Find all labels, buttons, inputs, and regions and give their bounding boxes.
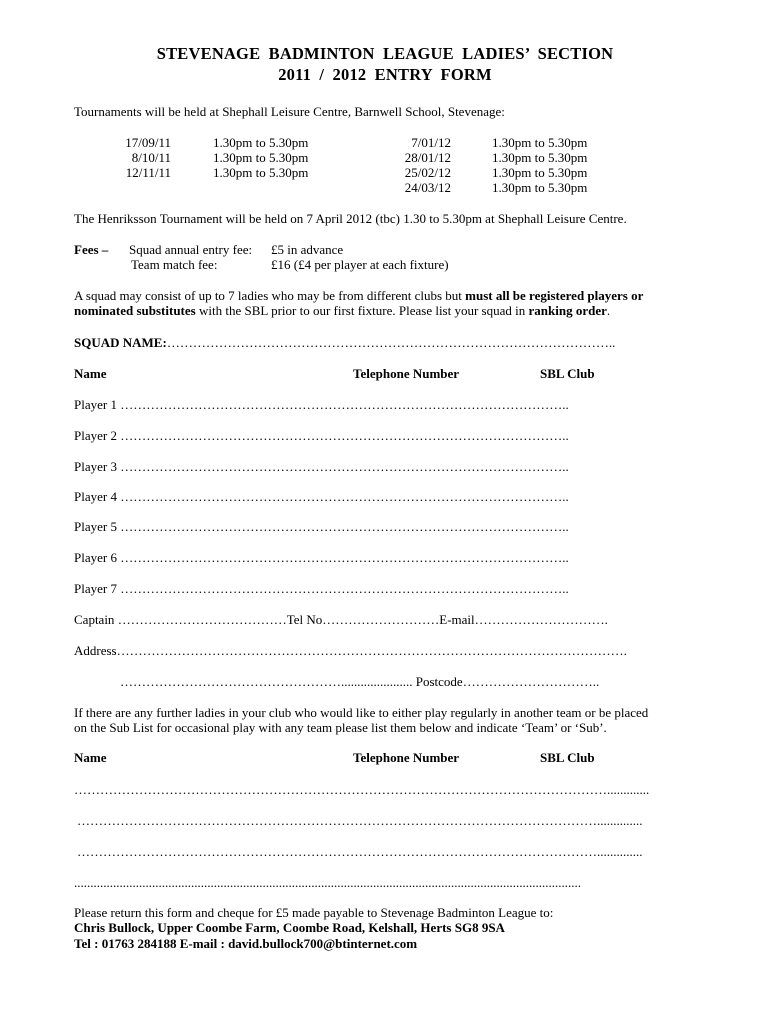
time-left-1: 1.30pm to 5.30pm	[213, 135, 309, 150]
postcode-dots[interactable]: …………………………..	[462, 674, 600, 689]
address-dots[interactable]: ……………………………………………......................	[120, 674, 413, 689]
henriksson-note: The Henriksson Tournament will be held on 7 April 2012 (tbc) 1.30 to 5.30pm at Shephall Leisure Centre.	[74, 211, 627, 226]
address-dots[interactable]: ……………………………………………………………………………………………………….	[116, 643, 627, 658]
date-right-3: 25/02/12	[404, 165, 451, 180]
time-right-1: 1.30pm to 5.30pm	[492, 135, 588, 150]
match-fee-label: Team match fee:	[131, 257, 218, 272]
player-label: Player 6	[74, 550, 117, 565]
player-row[interactable]	[74, 519, 569, 534]
player-dots[interactable]: …………………………………………………………………………………………..	[120, 550, 569, 565]
form-title: STEVENAGE BADMINTON LEAGUE LADIES’ SECTION	[156, 44, 614, 63]
squad-fee-value: £5 in advance	[271, 242, 344, 257]
address-label: Address	[74, 643, 117, 658]
player-label: Player 5	[74, 519, 117, 534]
tel-label: Tel No	[286, 612, 323, 627]
player-row[interactable]	[74, 550, 569, 565]
sub-row[interactable]: …………………………………………………………………………………………………………..............	[77, 813, 643, 828]
squad-note-text: with the SBL prior to our first fixture. Please list your squad in	[195, 303, 529, 318]
contact-details: Tel : 01763 284188 E-mail : david.bullock700@btinternet.com	[74, 936, 418, 951]
player-dots[interactable]: …………………………………………………………………………………………..	[120, 581, 569, 596]
squad-note-bold: ranking order	[528, 303, 607, 318]
postcode-label: Postcode	[415, 674, 463, 689]
time-right-4: 1.30pm to 5.30pm	[492, 180, 588, 195]
player-label: Player 3	[74, 459, 117, 474]
date-left-2: 8/10/11	[131, 150, 171, 165]
squad-note-text: A squad may consist of up to 7 ladies who may be from different clubs but	[74, 288, 466, 303]
player-dots[interactable]: …………………………………………………………………………………………..	[120, 519, 569, 534]
squad-note-bold: must all be registered players or	[465, 288, 644, 303]
return-instructions: Please return this form and cheque for £5 made payable to Stevenage Badminton League to:	[74, 905, 554, 920]
time-left-3: 1.30pm to 5.30pm	[213, 165, 309, 180]
date-right-4: 24/03/12	[404, 180, 451, 195]
time-right-2: 1.30pm to 5.30pm	[492, 150, 588, 165]
player-dots[interactable]: …………………………………………………………………………………………..	[120, 397, 569, 412]
player-label: Player 2	[74, 428, 117, 443]
match-fee-value: £16 (£4 per player at each fixture)	[271, 257, 449, 272]
squad-note-text: .	[606, 303, 611, 318]
sub-col-club: SBL Club	[540, 750, 595, 765]
squad-note-line2	[74, 303, 610, 318]
date-left-1: 17/09/11	[125, 135, 171, 150]
player-row[interactable]	[74, 581, 569, 596]
sub-row[interactable]: …………………………………………………………………………………………………………….............	[74, 782, 650, 797]
player-row[interactable]	[74, 489, 569, 504]
tel-dots[interactable]: ………………………	[322, 612, 440, 627]
time-left-2: 1.30pm to 5.30pm	[213, 150, 309, 165]
fees-label: Fees –	[74, 242, 109, 257]
sub-note-line1: If there are any further ladies in your club who would like to either play regularly in another team or be placed	[74, 705, 649, 720]
date-right-1: 7/01/12	[411, 135, 451, 150]
time-right-3: 1.30pm to 5.30pm	[492, 165, 588, 180]
player-row[interactable]	[74, 428, 569, 443]
squad-note-line1	[74, 288, 643, 303]
col-name: Name	[74, 366, 107, 381]
date-left-3: 12/11/11	[125, 165, 171, 180]
squad-fee-label: Squad annual entry fee:	[129, 242, 253, 257]
player-dots[interactable]: …………………………………………………………………………………………..	[120, 489, 569, 504]
return-address: Chris Bullock, Upper Coombe Farm, Coombe Road, Kelshall, Herts SG8 9SA	[74, 920, 505, 935]
col-phone: Telephone Number	[353, 366, 460, 381]
player-row[interactable]	[74, 397, 569, 412]
sub-col-phone: Telephone Number	[353, 750, 460, 765]
sub-col-name: Name	[74, 750, 107, 765]
player-label: Player 1	[74, 397, 117, 412]
form-subtitle: 2011 / 2012 ENTRY FORM	[278, 65, 492, 84]
squad-name-label: SQUAD NAME:	[74, 335, 167, 350]
captain-label: Captain	[74, 612, 115, 627]
address-row[interactable]	[74, 643, 627, 658]
address-row-2[interactable]	[120, 674, 599, 689]
sub-row[interactable]: …………………………………………………………………………………………………………..............	[77, 844, 643, 859]
captain-dots[interactable]: …………………………………	[117, 612, 287, 627]
captain-row[interactable]	[74, 612, 608, 627]
player-label: Player 4	[74, 489, 117, 504]
player-row[interactable]	[74, 459, 569, 474]
squad-note-bold: nominated substitutes	[74, 303, 196, 318]
email-label: E-mail	[439, 612, 475, 627]
player-label: Player 7	[74, 581, 117, 596]
sub-row[interactable]: ............................................................................................................................................................	[74, 875, 581, 890]
date-right-2: 28/01/12	[404, 150, 451, 165]
player-dots[interactable]: …………………………………………………………………………………………..	[120, 459, 569, 474]
squad-name-dots[interactable]: …………………………………………………………………………………………..	[166, 335, 616, 350]
email-dots[interactable]: ………………………….	[474, 612, 608, 627]
sub-note-line2: on the Sub List for occasional play with any team please list them below and indicate ‘Team’ or ‘Sub’.	[74, 720, 607, 735]
player-dots[interactable]: …………………………………………………………………………………………..	[120, 428, 569, 443]
tournaments-intro: Tournaments will be held at Shephall Leisure Centre, Barnwell School, Stevenage:	[74, 104, 505, 119]
col-club: SBL Club	[540, 366, 595, 381]
squad-name-field[interactable]	[74, 335, 615, 350]
